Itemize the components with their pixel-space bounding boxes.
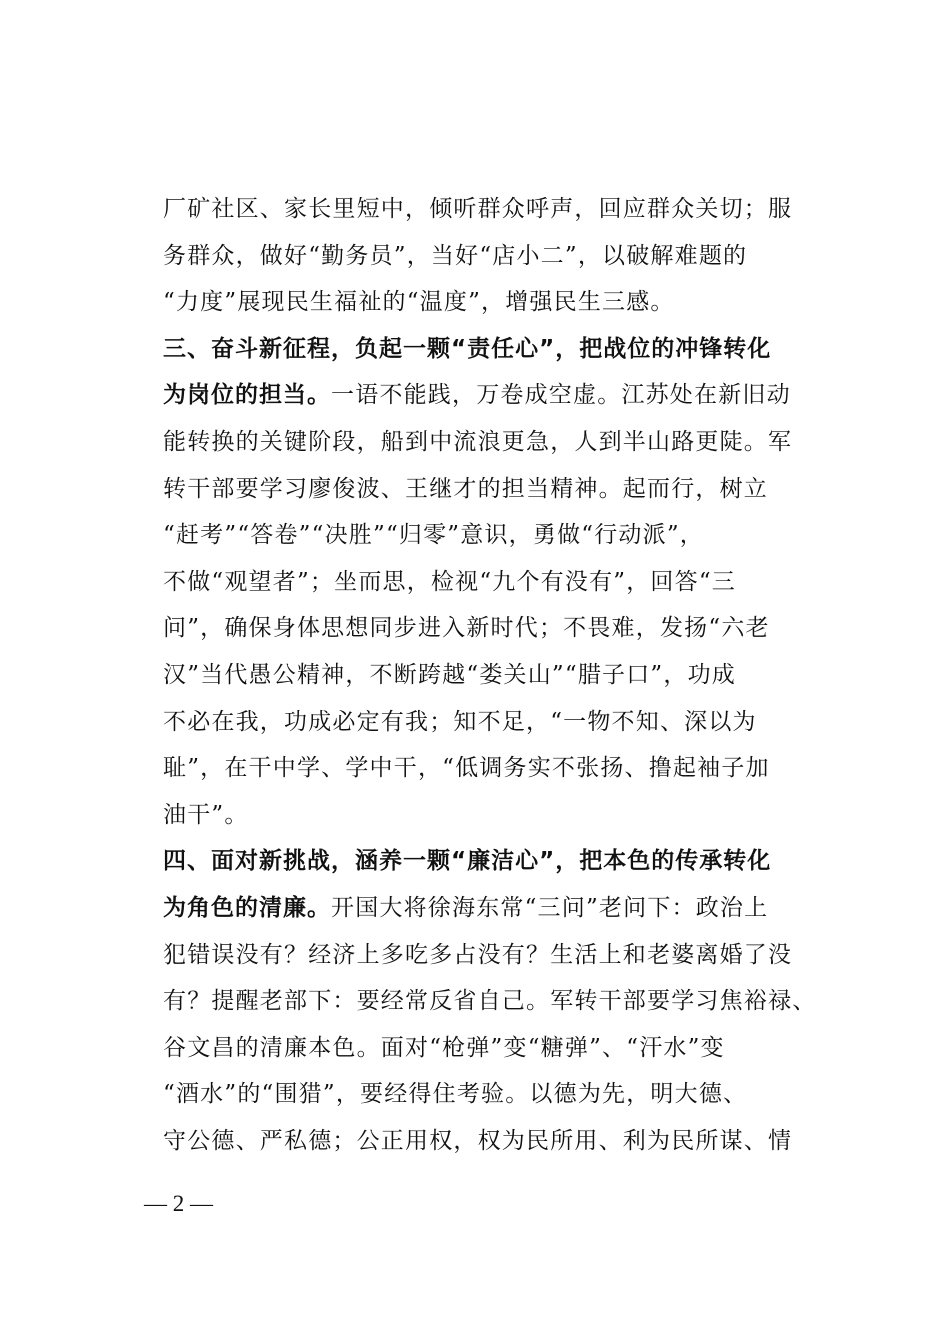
text-line-12: 不必在我，功成必定有我；知不足，“一物不知、深以为: [163, 708, 757, 735]
text-line-17: 犯错误没有？经济上多吃多占没有？生活上和老婆离婚了没: [163, 941, 793, 968]
text-line-1: 厂矿社区、家长里短中，倾听群众呼声，回应群众关切；服: [163, 196, 793, 222]
section-heading-4-continuation: 为角色的清廉。: [163, 894, 331, 921]
text-line-13: 耻”，在干中学、学中干，“低调务实不张扬、撸起袖子加: [163, 755, 770, 782]
text-line-9: 不做“观望者”；坐而思，检视“九个有没有”，回答“三: [163, 568, 736, 595]
text-line-5: [163, 372, 843, 419]
section-heading-4: 四、面对新挑战，涵养一颗“廉洁心”，把本色的传承转化: [163, 848, 772, 875]
text-line-18: 有？提醒老部下：要经常反省自己。军转干部要学习焦裕禄、: [163, 988, 817, 1015]
text-line-8: “赶考”“答卷”“决胜”“归零”意识，勇做“行动派”，: [163, 522, 704, 549]
section-heading-3: 三、奋斗新征程，负起一颗“责任心”，把战位的冲锋转化: [163, 335, 772, 362]
body-text: [163, 186, 843, 1164]
section-heading-3-continuation: 为岗位的担当。: [163, 382, 331, 409]
text-line-14: 油干”。: [163, 801, 249, 828]
text-line-21: 守公德、严私德；公正用权，权为民所用、利为民所谋、情: [163, 1127, 793, 1154]
text-line-16: [163, 885, 843, 932]
text-line-5-body: 一语不能践，万卷成空虚。江苏处在新旧动: [331, 382, 791, 409]
text-line-16-body: 开国大将徐海东常“三问”老问下：政治上: [331, 894, 769, 921]
text-line-6: 能转换的关键阶段，船到中流浪更急，人到半山路更陡。军: [163, 428, 793, 455]
text-line-7: 转干部要学习廖俊波、王继才的担当精神。起而行，树立: [163, 475, 768, 502]
text-line-11: 汉”当代愚公精神，不断跨越“娄关山”“腊子口”，功成: [163, 661, 736, 688]
text-line-2: 务群众，做好“勤务员”，当好“店小二”，以破解难题的: [163, 242, 748, 269]
text-line-10: 问”，确保身体思想同步进入新时代；不畏难，发扬“六老: [163, 615, 770, 642]
page-number: — 2 —: [144, 1191, 213, 1216]
text-line-3: “力度”展现民生福祉的“温度”，增强民生三感。: [163, 289, 675, 316]
text-line-19: 谷文昌的清廉本色。面对“枪弹”变“糖弹”、“汗水”变: [163, 1034, 725, 1061]
text-line-20: “酒水”的“围猎”，要经得住考验。以德为先，明大德、: [163, 1081, 748, 1108]
